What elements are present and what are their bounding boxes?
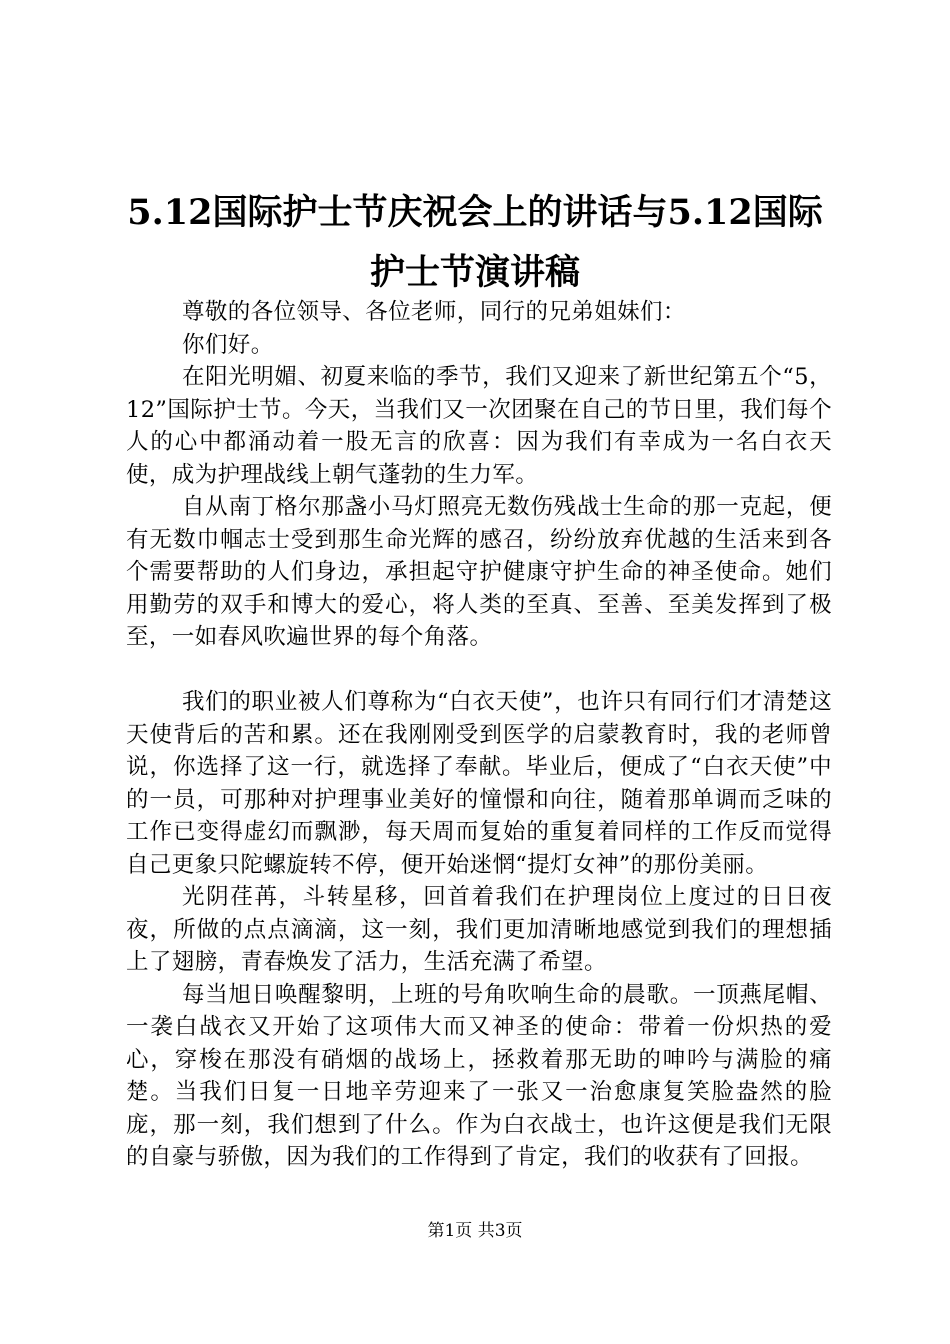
body-paragraph: 光阴荏苒，斗转星移，回首着我们在护理岗位上度过的日日夜夜，所做的点点滴滴，这一刻，我们更加清晰地感觉到我们的理想插上了翅膀，青春焕发了活力，生活充满了希望。 [126, 884, 832, 975]
document-title-line-1: 5.12国际护士节庆祝会上的讲话与5.12国际 [127, 192, 823, 233]
salutation: 尊敬的各位领导、各位老师，同行的兄弟姐妹们： [182, 299, 686, 325]
paragraph-spacer [126, 654, 832, 687]
page-number-footer: 第1页 共3页 [427, 1221, 523, 1241]
body-paragraph: 自从南丁格尔那盏小马灯照亮无数伤残战士生命的那一克起，便有无数巾帼志士受到那生命光辉的感召，纷纷放弃优越的生活来到各个需要帮助的人们身边，承担起守护健康守护生命的神圣使命。她们用勤劳的双手和博大的爱心，将人类的至真、至善、至美发挥到了极至，一如春风吹遍世界的每个角落。 [126, 494, 832, 650]
document-body [126, 296, 832, 1174]
body-paragraph: 每当旭日唤醒黎明，上班的号角吹响生命的晨歌。一顶燕尾帽、一袭白战衣又开始了这项伟大而又神圣的使命：带着一份炽热的爱心，穿梭在那没有硝烟的战场上，拯救着那无助的呻吟与满脸的痛楚。当我们日复一日地辛劳迎来了一张又一治愈康复笑脸盎然的脸庞，那一刻，我们想到了什么。作为白衣战士，也许这便是我们无限的自豪与骄傲，因为我们的工作得到了肯定，我们的收获有了回报。 [126, 981, 832, 1170]
document-title-line-2: 护士节演讲稿 [369, 252, 580, 293]
body-paragraph: 我们的职业被人们尊称为“白衣天使”，也许只有同行们才清楚这天使背后的苦和累。还在我刚刚受到医学的启蒙教育时，我的老师曾说，你选择了这一行，就选择了奉献。毕业后，便成了“白衣天使”中的一员，可那种对护理事业美好的憧憬和向往，随着那单调而乏味的工作已变得虚幻而飘渺，每天周而复始的重复着同样的工作反而觉得自己更象只陀螺旋转不停，便开始迷惘“提灯女神”的那份美丽。 [126, 689, 832, 878]
greeting: 你们好。 [182, 331, 274, 358]
body-paragraph: 在阳光明媚、初夏来临的季节，我们又迎来了新世纪第五个“5，12”国际护士节。今天，当我们又一次团聚在自己的节日里，我们每个人的心中都涌动着一股无言的欣喜：因为我们有幸成为一名白衣天使，成为护理战线上朝气蓬勃的生力军。 [126, 364, 832, 488]
